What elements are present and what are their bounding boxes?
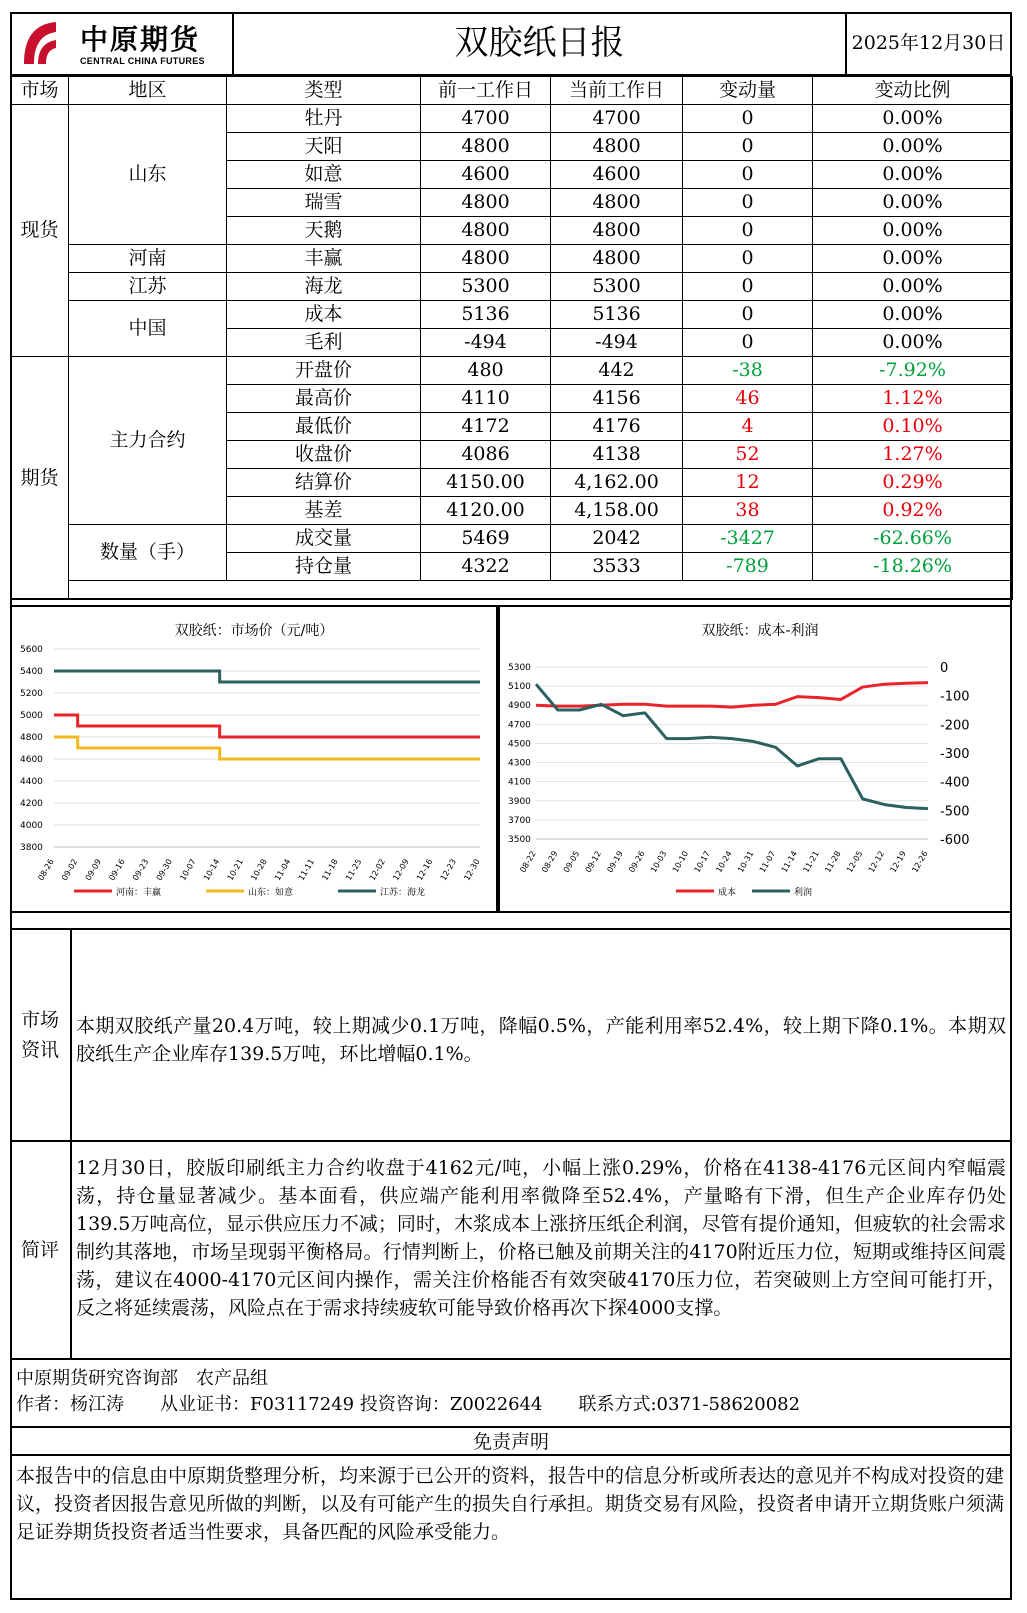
- table-row: [11, 357, 1013, 385]
- x-tick-label: 08-22: [518, 849, 538, 875]
- y-tick-label: 3800: [20, 843, 43, 853]
- cur-cell: 4800: [551, 133, 683, 161]
- y-left-tick-label: 3900: [508, 796, 531, 807]
- y-left-tick-label: 4500: [508, 739, 531, 750]
- y-left-tick-label: 5100: [508, 682, 531, 693]
- x-tick-label: 11-18: [320, 857, 340, 883]
- pct-cell: 0.00%: [813, 329, 1013, 357]
- table-blank-row: [11, 581, 1013, 600]
- x-tick-label: 10-24: [714, 849, 734, 875]
- y-left-tick-label: 4300: [508, 758, 531, 769]
- chg-cell: 0: [683, 105, 813, 133]
- y-left-tick-label: 3500: [508, 835, 531, 845]
- x-tick-label: 10-07: [178, 857, 198, 883]
- x-tick-label: 10-14: [201, 857, 222, 883]
- col-header: 变动量: [683, 77, 813, 105]
- x-tick-label: 10-10: [670, 849, 691, 875]
- series-line: [54, 715, 480, 737]
- x-tick-label: 11-04: [272, 857, 293, 883]
- cur-cell: 4138: [551, 441, 683, 469]
- comment-section: [10, 1140, 1012, 1358]
- cur-cell: 4700: [551, 105, 683, 133]
- type-cell: 天阳: [227, 133, 421, 161]
- market-info-text: 本期双胶纸产量20.4万吨，较上期减少0.1万吨，降幅0.5%，产能利用率52.4%，较上期下降0.1%。本期双胶纸生产企业库存139.5万吨，环比增幅0.1%。: [76, 1015, 1006, 1065]
- y-right-tick-label: -400: [940, 775, 970, 791]
- logo-cn-text: 中原期货: [80, 23, 201, 56]
- y-right-tick-label: -600: [940, 833, 970, 848]
- type-cell: 天鹅: [227, 217, 421, 245]
- x-tick-label: 12-19: [888, 849, 908, 875]
- cur-cell: 442: [551, 357, 683, 385]
- region-china: 中国: [69, 301, 227, 357]
- table-row: [11, 105, 1013, 133]
- x-tick-label: 09-09: [83, 857, 104, 883]
- chg-cell: 0: [683, 245, 813, 273]
- prev-cell: 4110: [421, 385, 551, 413]
- y-tick-label: 5000: [20, 711, 43, 721]
- chg-cell: 0: [683, 301, 813, 329]
- type-cell: 持仓量: [227, 553, 421, 581]
- prev-cell: 4120.00: [421, 497, 551, 525]
- pct-cell: -62.66%: [813, 525, 1013, 553]
- x-tick-label: 11-07: [757, 849, 778, 875]
- region-jiangsu: 江苏: [69, 273, 227, 301]
- chg-cell: 0: [683, 161, 813, 189]
- pct-cell: 0.00%: [813, 133, 1013, 161]
- chg-cell: 52: [683, 441, 813, 469]
- type-cell: 丰赢: [227, 245, 421, 273]
- type-cell: 收盘价: [227, 441, 421, 469]
- prev-cell: 4800: [421, 217, 551, 245]
- cost-profit-chart: [498, 605, 1012, 913]
- charts-area: [10, 605, 1012, 915]
- chart-title: 双胶纸：市场价（元/吨）: [174, 623, 334, 639]
- comment-text: 12月30日，胶版印刷纸主力合约收盘于4162元/吨，小幅上涨0.29%，价格在4138-4176元区间内窄幅震荡，持仓量显著减少。基本面看，供应端产能利用率微降至52.4%，产量略有下滑，但生产企业库存仍处139.5万吨高位，显示供应压力不减；同时，木浆成本上涨挤压纸企利润，尽管有提价通知，但疲软的社会需求制约其落地，市场呈现弱平衡格局。行情判断上，价格已触及前期关注的4170附近压力位，短期或维持区间震荡，建议在4000-4170元区间内操作，需关注价格能否有效突破4170压力位，若突破则上方空间可能打开，反之将延续震荡，风险点在于需求持续疲软可能导致价格再次下探4000支撑。: [76, 1157, 1006, 1319]
- pct-cell: 0.10%: [813, 413, 1013, 441]
- chg-cell: 0: [683, 133, 813, 161]
- y-left-tick-label: 5300: [508, 663, 531, 673]
- market-info-label-text: 市场资讯: [20, 1009, 59, 1061]
- cur-cell: 4,162.00: [551, 469, 683, 497]
- col-header: 当前工作日: [551, 77, 683, 105]
- y-tick-label: 4800: [20, 733, 43, 743]
- market-spot: 现货: [11, 105, 69, 357]
- region-henan: 河南: [69, 245, 227, 273]
- x-tick-label: 12-12: [866, 849, 887, 875]
- chg-cell: 12: [683, 469, 813, 497]
- pct-cell: 0.00%: [813, 105, 1013, 133]
- x-tick-label: 11-28: [823, 849, 843, 875]
- table-row: [11, 273, 1013, 301]
- type-cell: 开盘价: [227, 357, 421, 385]
- y-tick-label: 5600: [20, 645, 43, 655]
- y-right-tick-label: 0: [940, 661, 949, 676]
- footer-author: 作者：杨江涛 从业证书：F03117249 投资咨询：Z0022644 联系方式:0371-58620082: [16, 1394, 801, 1415]
- report-header: [10, 12, 1012, 76]
- x-tick-label: 09-05: [561, 849, 582, 875]
- pct-cell: 0.00%: [813, 161, 1013, 189]
- region-shandong: 山东: [69, 105, 227, 245]
- y-left-tick-label: 3700: [508, 815, 531, 826]
- x-tick-label: 12-23: [438, 857, 459, 883]
- table-header-row: [11, 77, 1013, 105]
- region-main-contract: 主力合约: [69, 357, 227, 525]
- x-tick-label: 09-23: [130, 857, 151, 883]
- type-cell: 如意: [227, 161, 421, 189]
- logo-mark-icon: [20, 18, 60, 68]
- x-tick-label: 11-21: [801, 849, 821, 875]
- chg-cell: 0: [683, 217, 813, 245]
- y-right-tick-label: -300: [940, 747, 970, 762]
- y-right-tick-label: -200: [940, 718, 970, 734]
- pct-cell: 0.29%: [813, 469, 1013, 497]
- col-header: 前一工作日: [421, 77, 551, 105]
- market-futures: 期货: [11, 357, 69, 600]
- cur-cell: 4800: [551, 245, 683, 273]
- x-tick-label: 08-26: [36, 857, 56, 883]
- pct-cell: 0.92%: [813, 497, 1013, 525]
- prev-cell: 4700: [421, 105, 551, 133]
- market-info-section: [10, 928, 1012, 1140]
- type-cell: 毛利: [227, 329, 421, 357]
- chg-cell: 46: [683, 385, 813, 413]
- x-tick-label: 10-17: [692, 849, 712, 875]
- cur-cell: 4600: [551, 161, 683, 189]
- prev-cell: 5136: [421, 301, 551, 329]
- pct-cell: 0.00%: [813, 301, 1013, 329]
- series-line: [54, 737, 480, 759]
- separator: [10, 598, 1012, 600]
- legend-label: 利润: [794, 888, 813, 898]
- x-tick-label: 09-02: [59, 857, 80, 883]
- x-tick-label: 10-21: [225, 857, 246, 883]
- cur-cell: 4800: [551, 217, 683, 245]
- prev-cell: 4600: [421, 161, 551, 189]
- chart-title: 双胶纸：成本-利润: [701, 623, 819, 639]
- type-cell: 基差: [227, 497, 421, 525]
- y-right-tick-label: -500: [940, 804, 970, 820]
- chg-cell: 38: [683, 497, 813, 525]
- y-left-tick-label: 4900: [508, 701, 531, 712]
- cur-cell: 4,158.00: [551, 497, 683, 525]
- pct-cell: -18.26%: [813, 553, 1013, 581]
- x-tick-label: 12-09: [391, 857, 411, 883]
- series-line: [536, 684, 928, 808]
- type-cell: 海龙: [227, 273, 421, 301]
- x-tick-label: 10-31: [736, 849, 756, 875]
- x-tick-label: 09-26: [627, 849, 647, 875]
- table-row: [11, 301, 1013, 329]
- market-price-chart: [10, 605, 498, 913]
- cur-cell: 5300: [551, 273, 683, 301]
- disclaimer-text: 本报告中的信息由中原期货整理分析，均来源于已公开的资料，报告中的信息分析或所表达的意见并不构成对投资的建议，投资者因报告意见所做的判断，以及有可能产生的损失自行承担。期货交易有风险，投资者申请开立期货账户须满足证券期货投资者适当性要求，具备匹配的风险承受能力。: [16, 1465, 1005, 1543]
- x-tick-label: 12-30: [462, 857, 482, 883]
- x-tick-label: 10-03: [648, 849, 669, 875]
- legend-label: 江苏：海龙: [380, 888, 426, 898]
- prev-cell: 4086: [421, 441, 551, 469]
- x-tick-label: 10-28: [249, 857, 269, 883]
- pct-cell: -7.92%: [813, 357, 1013, 385]
- x-tick-label: 12-26: [910, 849, 930, 875]
- type-cell: 成本: [227, 301, 421, 329]
- legend-label: 河南：丰赢: [116, 888, 162, 898]
- col-header: 市场: [11, 77, 69, 105]
- blank-cell: [69, 581, 1013, 600]
- cur-cell: 3533: [551, 553, 683, 581]
- chg-cell: 0: [683, 329, 813, 357]
- chg-cell: -38: [683, 357, 813, 385]
- type-cell: 结算价: [227, 469, 421, 497]
- company-logo: [10, 12, 234, 74]
- x-tick-label: 09-16: [107, 857, 127, 883]
- col-header: 类型: [227, 77, 421, 105]
- type-cell: 牡丹: [227, 105, 421, 133]
- col-header: 地区: [69, 77, 227, 105]
- x-tick-label: 12-16: [414, 857, 435, 883]
- prev-cell: 4800: [421, 189, 551, 217]
- pct-cell: 0.00%: [813, 217, 1013, 245]
- x-tick-label: 11-25: [343, 857, 364, 883]
- x-tick-label: 09-12: [583, 849, 604, 875]
- footer-dept: 中原期货研究咨询部 农产品组: [16, 1368, 268, 1389]
- market-info-label: [10, 930, 72, 1140]
- pct-cell: 1.27%: [813, 441, 1013, 469]
- series-line: [54, 671, 480, 682]
- x-tick-label: 09-30: [154, 857, 175, 883]
- report-date: 2025年12月30日: [851, 32, 1006, 54]
- x-tick-label: 12-02: [367, 857, 388, 883]
- table-row: [11, 525, 1013, 553]
- type-cell: 最高价: [227, 385, 421, 413]
- pct-cell: 0.00%: [813, 189, 1013, 217]
- cur-cell: 4176: [551, 413, 683, 441]
- prev-cell: -494: [421, 329, 551, 357]
- type-cell: 成交量: [227, 525, 421, 553]
- y-tick-label: 4200: [20, 799, 43, 809]
- y-tick-label: 5200: [20, 689, 43, 699]
- region-volume: 数量（手）: [69, 525, 227, 581]
- price-table: [10, 76, 1013, 600]
- chg-cell: 0: [683, 189, 813, 217]
- y-tick-label: 4600: [20, 755, 43, 765]
- x-tick-label: 09-19: [605, 849, 625, 875]
- y-tick-label: 5400: [20, 667, 43, 677]
- report-title: 双胶纸日报: [234, 12, 847, 74]
- y-tick-label: 4000: [20, 821, 43, 831]
- cur-cell: 4800: [551, 189, 683, 217]
- prev-cell: 4800: [421, 245, 551, 273]
- chg-cell: 0: [683, 273, 813, 301]
- prev-cell: 4800: [421, 133, 551, 161]
- chg-cell: 4: [683, 413, 813, 441]
- cur-cell: 4156: [551, 385, 683, 413]
- x-tick-label: 12-05: [844, 849, 865, 875]
- cur-cell: -494: [551, 329, 683, 357]
- prev-cell: 4150.00: [421, 469, 551, 497]
- prev-cell: 5300: [421, 273, 551, 301]
- prev-cell: 4322: [421, 553, 551, 581]
- table-row: [11, 245, 1013, 273]
- y-left-tick-label: 4100: [508, 777, 531, 788]
- chg-cell: -789: [683, 553, 813, 581]
- legend-label: 成本: [718, 888, 737, 898]
- chg-cell: -3427: [683, 525, 813, 553]
- comment-label: 简评: [10, 1142, 72, 1358]
- prev-cell: 4172: [421, 413, 551, 441]
- x-tick-label: 08-29: [540, 849, 560, 875]
- disclaimer-title: 免责声明: [10, 1426, 1012, 1456]
- x-tick-label: 11-14: [779, 849, 800, 875]
- y-left-tick-label: 4700: [508, 720, 531, 731]
- cost-profit-svg: [500, 607, 1010, 911]
- cur-cell: 5136: [551, 301, 683, 329]
- type-cell: 最低价: [227, 413, 421, 441]
- y-tick-label: 4400: [20, 777, 43, 787]
- y-right-tick-label: -100: [940, 689, 970, 705]
- legend-label: 山东：如意: [248, 888, 294, 898]
- logo-en-text: CENTRAL CHINA FUTURES: [80, 56, 205, 66]
- cur-cell: 2042: [551, 525, 683, 553]
- pct-cell: 0.00%: [813, 245, 1013, 273]
- col-header: 变动比例: [813, 77, 1013, 105]
- pct-cell: 1.12%: [813, 385, 1013, 413]
- prev-cell: 480: [421, 357, 551, 385]
- type-cell: 瑞雪: [227, 189, 421, 217]
- market-price-svg: [12, 607, 496, 911]
- pct-cell: 0.00%: [813, 273, 1013, 301]
- prev-cell: 5469: [421, 525, 551, 553]
- x-tick-label: 11-11: [296, 857, 317, 883]
